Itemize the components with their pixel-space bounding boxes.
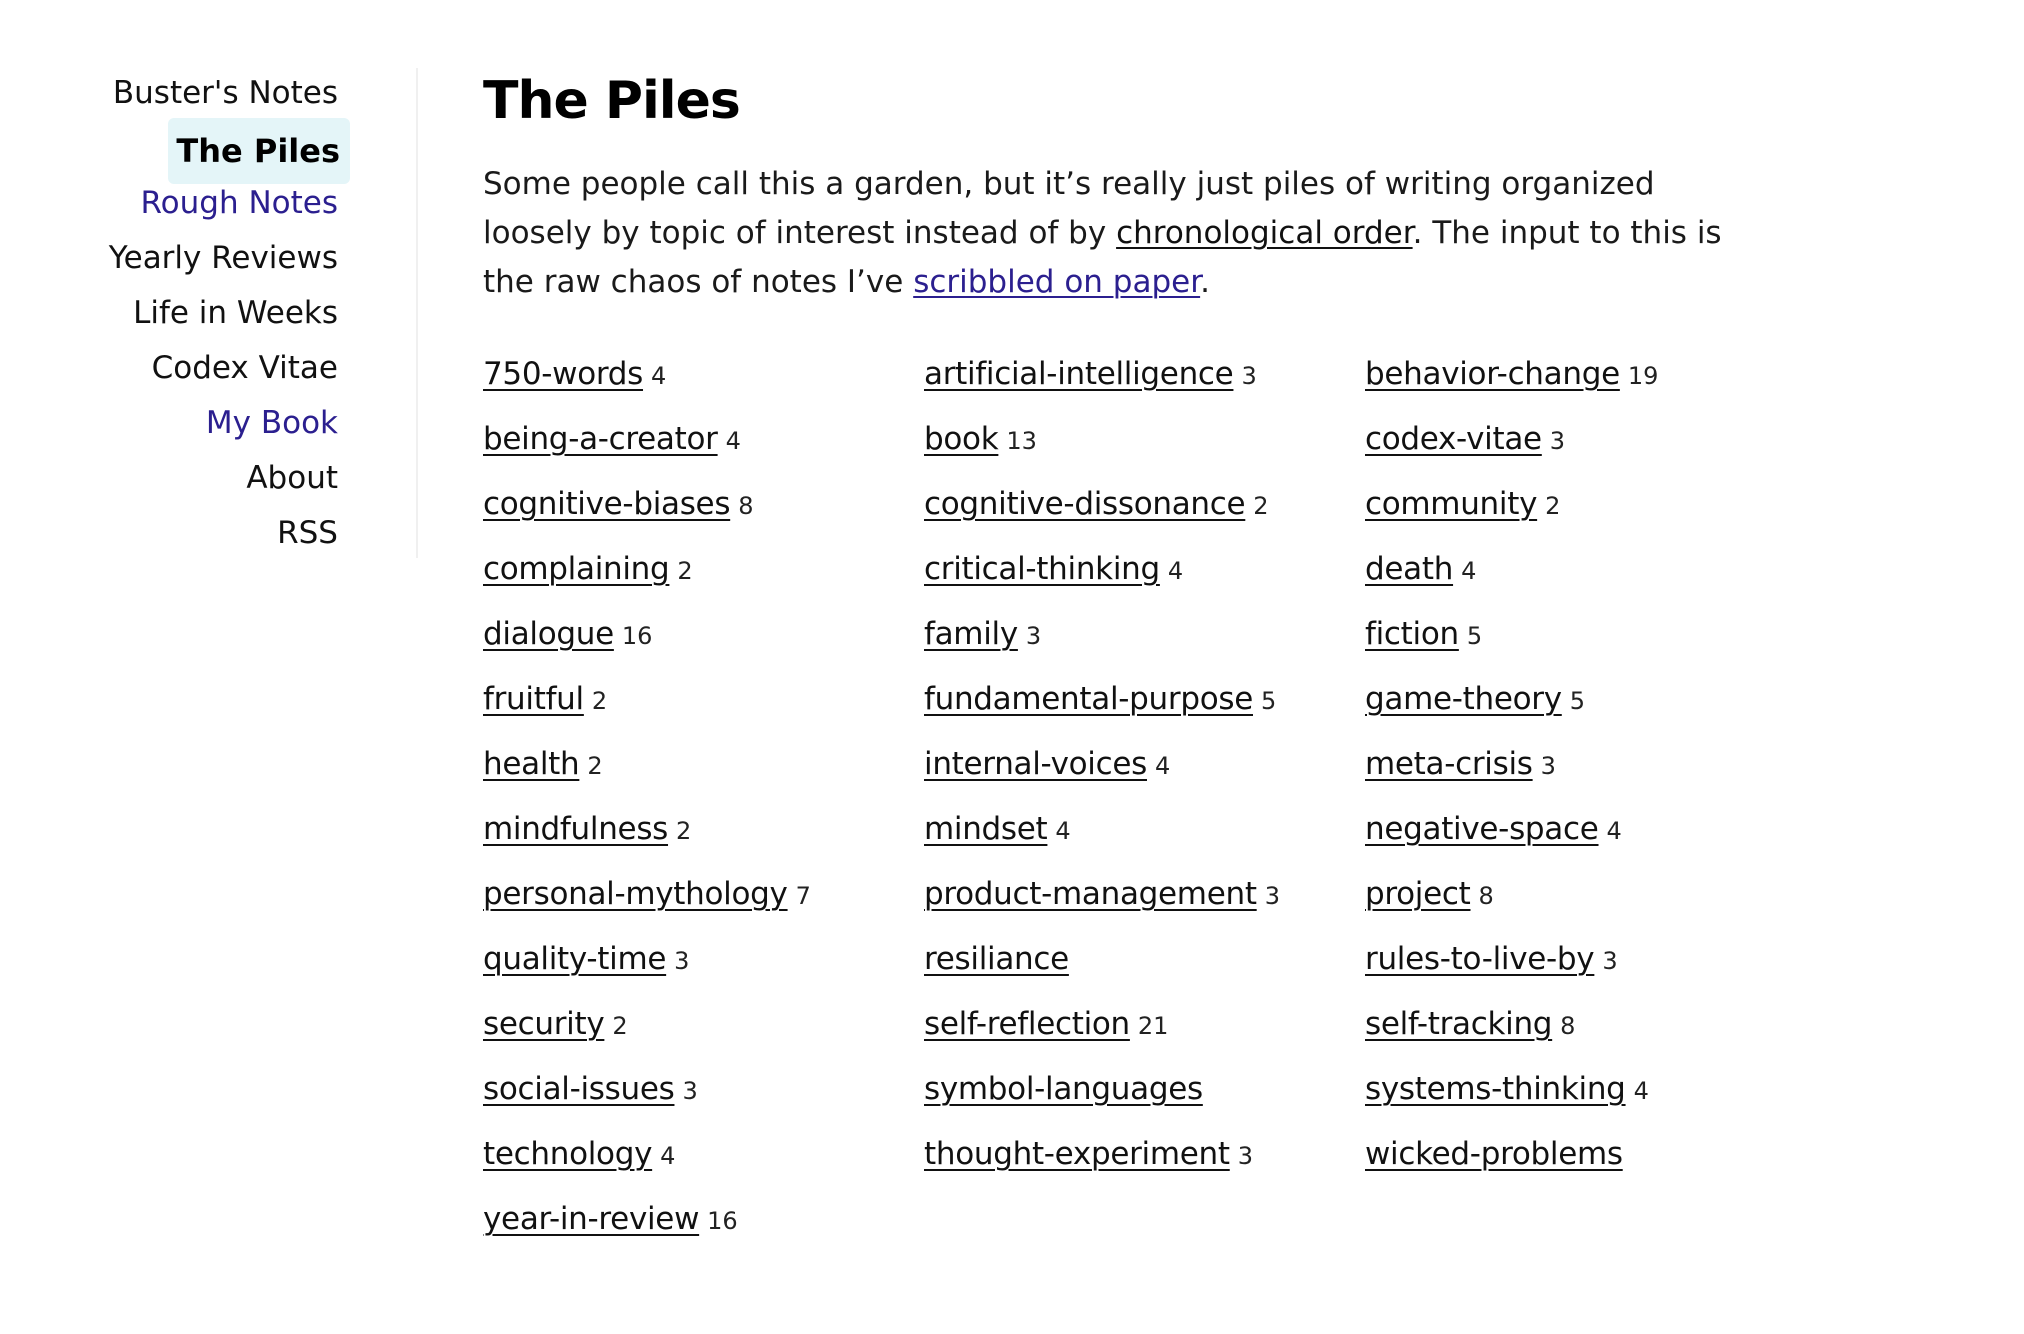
tag-column [924, 342, 1364, 1187]
sidebar-item-rough-notes[interactable] [0, 176, 340, 231]
sidebar-item-label: Buster's Notes [112, 75, 338, 111]
sidebar-item-label: My Book [205, 405, 338, 441]
tag-count: 2 [676, 817, 692, 845]
tag-item [483, 1187, 923, 1252]
tag-link[interactable]: fruitful [483, 681, 584, 717]
tag-count: 3 [1549, 427, 1566, 455]
tag-link[interactable]: family [924, 616, 1018, 652]
sidebar-item-life-in-weeks[interactable] [0, 286, 340, 341]
intro-text: . [1200, 264, 1210, 300]
sidebar-item-label: Rough Notes [140, 185, 338, 221]
tag-count: 2 [1545, 492, 1561, 520]
tag-count: 3 [674, 947, 690, 975]
tag-link[interactable]: community [1365, 486, 1538, 522]
tag-item [924, 537, 1364, 602]
tag-item [924, 797, 1364, 862]
tag-link[interactable]: symbol-languages [924, 1071, 1203, 1107]
tag-link[interactable]: product-management [924, 876, 1257, 912]
tag-column [483, 342, 923, 1252]
tag-count: 4 [1633, 1077, 1649, 1105]
tag-item [924, 472, 1364, 537]
tag-count: 3 [1025, 622, 1042, 650]
tag-item [1365, 1122, 1805, 1187]
tag-item [1365, 797, 1805, 862]
tag-link[interactable]: complaining [483, 551, 670, 587]
tag-count: 3 [1540, 752, 1556, 780]
tag-count: 8 [738, 492, 754, 520]
tag-item [924, 927, 1364, 992]
tag-item [1365, 667, 1805, 732]
sidebar-nav [0, 66, 340, 561]
tag-link[interactable]: health [483, 746, 580, 782]
intro-paragraph [483, 160, 1773, 307]
tag-item [483, 992, 923, 1057]
tag-item [483, 472, 923, 537]
tag-link[interactable]: negative-space [1365, 811, 1599, 847]
tag-item [1365, 602, 1805, 667]
intro-text: . The input to this is the raw chaos of notes I’ve [483, 215, 1722, 300]
tag-link[interactable]: quality-time [483, 941, 667, 977]
tag-column [1365, 342, 1805, 1187]
tag-link[interactable]: wicked-problems [1365, 1136, 1623, 1172]
tag-link[interactable]: critical-thinking [924, 551, 1160, 587]
tag-count: 19 [1627, 362, 1659, 390]
tag-link[interactable]: social-issues [483, 1071, 675, 1107]
tag-count: 3 [1264, 882, 1280, 910]
tag-item [1365, 927, 1805, 992]
tag-count: 2 [587, 752, 603, 780]
sidebar-item-yearly-reviews[interactable] [0, 231, 340, 286]
tag-item [924, 992, 1364, 1057]
tag-count: 3 [682, 1077, 698, 1105]
tag-count: 4 [651, 362, 667, 390]
tag-link[interactable]: mindset [924, 811, 1048, 847]
tag-count: 3 [1241, 362, 1257, 390]
tag-count: 5 [1466, 622, 1483, 650]
tag-link[interactable]: security [483, 1006, 605, 1042]
tag-item [924, 342, 1364, 407]
tag-link[interactable]: resiliance [924, 941, 1069, 977]
tag-count: 13 [1006, 427, 1037, 455]
tag-item [483, 667, 923, 732]
tag-item [1365, 732, 1805, 797]
tag-link[interactable]: internal-voices [924, 746, 1147, 782]
tag-count: 4 [1055, 817, 1071, 845]
tag-count: 4 [660, 1142, 676, 1170]
sidebar-item-label: About [246, 460, 338, 496]
tag-count: 4 [1461, 557, 1477, 585]
tag-link[interactable]: 750-words [483, 356, 644, 392]
tag-link[interactable]: codex-vitae [1365, 421, 1542, 457]
tag-link[interactable]: dialogue [483, 616, 614, 652]
tag-link[interactable]: game-theory [1365, 681, 1562, 717]
tag-link[interactable]: cognitive-biases [483, 486, 731, 522]
tag-count: 3 [1237, 1142, 1254, 1170]
tag-link[interactable]: fundamental-purpose [924, 681, 1253, 717]
tag-item [924, 407, 1364, 472]
tag-item [483, 407, 923, 472]
tag-link[interactable]: systems-thinking [1365, 1071, 1626, 1107]
sidebar-item-about[interactable] [0, 451, 340, 506]
tag-item [924, 667, 1364, 732]
tag-item [1365, 537, 1805, 602]
tag-link[interactable]: fiction [1365, 616, 1459, 652]
tag-item [1365, 472, 1805, 537]
tag-item [483, 602, 923, 667]
tag-count: 4 [1606, 817, 1622, 845]
sidebar-item-rss[interactable] [0, 506, 340, 561]
tag-link[interactable]: cognitive-dissonance [924, 486, 1246, 522]
tag-item [483, 342, 923, 407]
page-title: The Piles [483, 71, 740, 131]
tag-link[interactable]: self-reflection [924, 1006, 1130, 1042]
tag-link[interactable]: behavior-change [1365, 356, 1620, 392]
tag-item [1365, 342, 1805, 407]
tag-link[interactable]: being-a-creator [483, 421, 718, 457]
tag-item [483, 732, 923, 797]
tag-count: 3 [1602, 947, 1618, 975]
tag-link[interactable]: year-in-review [483, 1201, 700, 1237]
tag-item [1365, 407, 1805, 472]
tag-count: 5 [1569, 687, 1586, 715]
sidebar-divider [416, 68, 418, 558]
tag-link[interactable]: book [924, 421, 999, 457]
tag-count: 5 [1261, 687, 1277, 715]
tag-item [1365, 1057, 1805, 1122]
tag-count: 16 [621, 622, 653, 650]
sidebar-item-the-piles[interactable] [0, 121, 340, 176]
tag-link[interactable]: technology [483, 1136, 653, 1172]
tag-item [483, 797, 923, 862]
tag-item [924, 732, 1364, 797]
tag-count: 2 [612, 1012, 628, 1040]
tag-link[interactable]: meta-crisis [1365, 746, 1533, 782]
chronological-order-link[interactable]: chronological order [1116, 215, 1413, 251]
sidebar-item-label: Codex Vitae [151, 350, 338, 386]
tag-link[interactable]: rules-to-live-by [1365, 941, 1595, 977]
tag-link[interactable]: project [1365, 876, 1471, 912]
tag-item [483, 1122, 923, 1187]
tag-count: 4 [1155, 752, 1171, 780]
tag-count: 21 [1137, 1012, 1169, 1040]
tag-count: 4 [1167, 557, 1184, 585]
scribbled-on-paper-link[interactable]: scribbled on paper [913, 264, 1201, 300]
tag-count: 8 [1478, 882, 1494, 910]
tag-item [924, 1057, 1364, 1122]
sidebar-item-my-book[interactable] [0, 396, 340, 451]
main-content [483, 62, 1773, 1237]
tag-link[interactable]: personal-mythology [483, 876, 788, 912]
tag-link[interactable]: thought-experiment [924, 1136, 1230, 1172]
intro-text: Some people call this a garden, but it’s really just piles of writing organized loosely by topic of interest instead of by [483, 166, 1655, 251]
tag-item [483, 1057, 923, 1122]
tag-item [1365, 862, 1805, 927]
sidebar-item-label: Yearly Reviews [108, 240, 338, 276]
tag-link[interactable]: self-tracking [1365, 1006, 1553, 1042]
sidebar-item-label: RSS [277, 515, 338, 551]
tag-count: 2 [591, 687, 608, 715]
tag-count: 7 [795, 882, 811, 910]
tag-link[interactable]: mindfulness [483, 811, 669, 847]
tag-item [483, 927, 923, 992]
tag-count: 4 [725, 427, 741, 455]
tag-item [924, 862, 1364, 927]
tag-count: 2 [677, 557, 693, 585]
tag-link[interactable]: death [1365, 551, 1454, 587]
sidebar-item-label: Life in Weeks [133, 295, 338, 331]
tag-link[interactable]: artificial-intelligence [924, 356, 1234, 392]
sidebar-item-codex-vitae[interactable] [0, 341, 340, 396]
tag-item [924, 602, 1364, 667]
tag-item [483, 537, 923, 602]
tag-count: 8 [1560, 1012, 1576, 1040]
tag-count: 2 [1253, 492, 1269, 520]
sidebar-item-label: The Piles [168, 118, 350, 184]
tag-item [1365, 992, 1805, 1057]
sidebar-item-buster-s-notes[interactable] [0, 66, 340, 121]
tag-item [924, 1122, 1364, 1187]
tag-item [483, 862, 923, 927]
tag-count: 16 [707, 1207, 738, 1235]
